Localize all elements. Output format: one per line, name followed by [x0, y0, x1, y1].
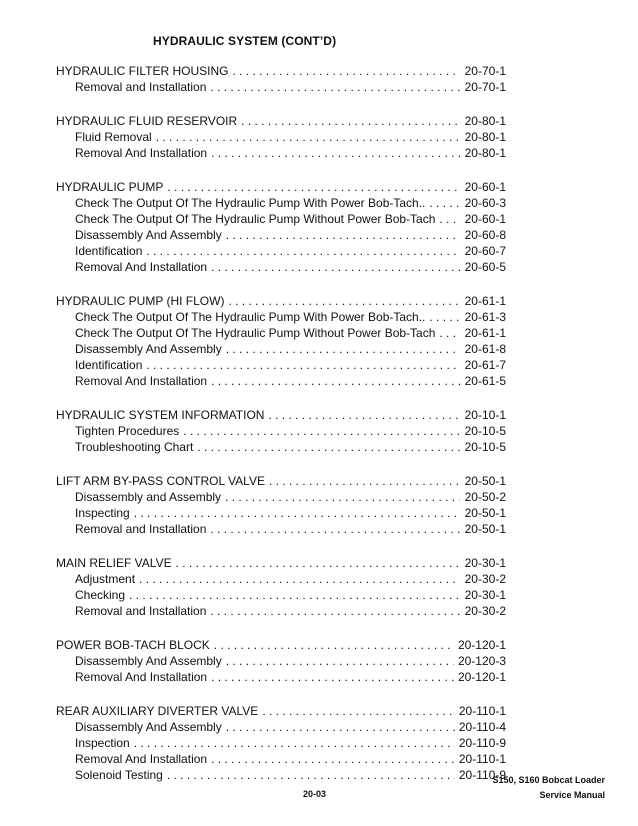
toc-section-heading-page: 20-70-1 — [464, 64, 506, 78]
toc-section-heading[interactable] — [56, 473, 506, 489]
dot-leader — [269, 473, 460, 489]
dot-leader — [439, 211, 460, 227]
toc-entry[interactable] — [56, 145, 506, 161]
toc-section-heading-label: MAIN RELIEF VALVE — [56, 556, 172, 570]
toc-entry-label: Check The Output Of The Hydraulic Pump Without Power Bob-Tach — [75, 212, 436, 226]
toc-entry[interactable] — [56, 423, 506, 439]
toc-section-heading[interactable] — [56, 113, 506, 129]
toc-entry-label: Removal and Installation — [75, 604, 207, 618]
toc-entry-label: Troubleshooting Chart — [75, 440, 194, 454]
toc-entry-page: 20-30-1 — [464, 588, 506, 602]
toc-entry-page: 20-10-5 — [464, 440, 506, 454]
dot-leader — [241, 113, 460, 129]
toc-entry-page: 20-61-3 — [464, 310, 506, 324]
toc-entry-page: 20-110-9 — [458, 736, 506, 750]
dot-leader — [225, 489, 460, 505]
dot-leader — [210, 603, 460, 619]
toc-entry-page: 20-60-8 — [464, 228, 506, 242]
toc-entry-page: 20-60-3 — [464, 196, 506, 210]
toc-entry-page: 20-61-1 — [464, 326, 506, 340]
toc-section-heading-label: LIFT ARM BY-PASS CONTROL VALVE — [56, 474, 265, 488]
dot-leader — [210, 79, 460, 95]
toc-entry-page: 20-60-5 — [464, 260, 506, 274]
toc-entry-label: Removal And Installation — [75, 670, 208, 684]
toc-entry-label: Identification — [75, 358, 143, 372]
toc-entry-page: 20-61-5 — [464, 374, 506, 388]
toc-entry[interactable] — [56, 571, 506, 587]
toc-entry-label: Inspection — [75, 736, 130, 750]
toc-entry-page: 20-110-9 — [458, 768, 506, 782]
dot-leader — [210, 521, 460, 537]
toc-entry[interactable] — [56, 373, 506, 389]
toc-entry[interactable] — [56, 309, 506, 325]
toc-section-heading-page: 20-10-1 — [464, 408, 506, 422]
dot-leader — [214, 637, 454, 653]
toc-section-heading[interactable] — [56, 637, 506, 653]
toc-entry-page: 20-50-1 — [464, 506, 506, 520]
toc-entry-page: 20-60-7 — [464, 244, 506, 258]
toc-entry[interactable] — [56, 325, 506, 341]
toc-entry[interactable] — [56, 603, 506, 619]
toc-section-heading-label: HYDRAULIC PUMP — [56, 180, 164, 194]
toc-section-heading-label: HYDRAULIC FILTER HOUSING — [56, 64, 229, 78]
toc-entry-label: Disassembly and Assembly — [75, 490, 222, 504]
toc-section-heading-page: 20-61-1 — [464, 294, 506, 308]
toc-entry-label: Check The Output Of The Hydraulic Pump With Power Bob-Tach.. — [75, 310, 426, 324]
toc-entry-label: Removal And Installation — [75, 752, 208, 766]
toc-section — [56, 113, 506, 161]
footer-page-number: 20-03 — [303, 789, 327, 799]
toc-section-heading[interactable] — [56, 555, 506, 571]
toc-entry[interactable] — [56, 211, 506, 227]
toc-entry-label: Check The Output Of The Hydraulic Pump With Power Bob-Tach.. — [75, 196, 426, 210]
dot-leader — [211, 373, 460, 389]
toc-section-heading[interactable] — [56, 179, 506, 195]
dot-leader — [129, 587, 460, 603]
toc-section-heading[interactable] — [56, 407, 506, 423]
toc-entry[interactable] — [56, 489, 506, 505]
dot-leader — [211, 259, 460, 275]
toc-entry-label: Check The Output Of The Hydraulic Pump Without Power Bob-Tach — [75, 326, 436, 340]
toc-entry-label: Disassembly And Assembly — [75, 228, 222, 242]
toc-entry-label: Removal and Installation — [75, 522, 207, 536]
toc-entry-label: Removal And Installation — [75, 146, 208, 160]
dot-leader — [226, 653, 454, 669]
toc-section-heading-page: 20-80-1 — [464, 114, 506, 128]
dot-leader — [167, 767, 455, 783]
toc-entry-page: 20-50-2 — [464, 490, 506, 504]
dot-leader — [262, 703, 455, 719]
toc-section — [56, 473, 506, 537]
toc-section — [56, 637, 506, 685]
footer-manual-line2: Service Manual — [539, 790, 605, 800]
toc-entry-page: 20-10-5 — [464, 424, 506, 438]
toc-section-heading[interactable] — [56, 63, 506, 79]
toc-entry-page: 20-120-3 — [457, 654, 506, 668]
toc-entry-label: Inspecting — [75, 506, 130, 520]
dot-leader — [176, 555, 460, 571]
toc-section-heading-page: 20-30-1 — [464, 556, 506, 570]
toc-entry-label: Removal And Installation — [75, 260, 208, 274]
toc-entry[interactable] — [56, 521, 506, 537]
dot-leader — [139, 571, 460, 587]
toc-section-heading-label: POWER BOB-TACH BLOCK — [56, 638, 210, 652]
toc-entry[interactable] — [56, 227, 506, 243]
toc-entry-label: Removal And Installation — [75, 374, 208, 388]
toc-section-heading-page: 20-50-1 — [464, 474, 506, 488]
toc-section-heading-page: 20-110-1 — [458, 704, 506, 718]
dot-leader — [211, 145, 460, 161]
toc-entry[interactable] — [56, 719, 506, 735]
toc-section-heading-label: HYDRAULIC FLUID RESERVOIR — [56, 114, 238, 128]
toc-entry-label: Identification — [75, 244, 143, 258]
toc-entry[interactable] — [56, 767, 506, 783]
dot-leader — [146, 243, 460, 259]
toc-entry-page: 20-120-1 — [457, 670, 506, 684]
toc-entry-label: Checking — [75, 588, 126, 602]
toc-section — [56, 63, 506, 95]
toc-entry-page: 20-70-1 — [464, 80, 506, 94]
toc-entry-label: Disassembly And Assembly — [75, 342, 222, 356]
dot-leader — [226, 719, 455, 735]
dot-leader — [156, 129, 460, 145]
toc-entry[interactable] — [56, 505, 506, 521]
toc-entry[interactable] — [56, 669, 506, 685]
toc-entry[interactable] — [56, 653, 506, 669]
dot-leader — [226, 227, 460, 243]
dot-leader — [228, 293, 460, 309]
toc-entry-label: Removal and Installation — [75, 80, 207, 94]
toc-entry-page: 20-110-1 — [458, 752, 506, 766]
toc-section-heading[interactable] — [56, 703, 506, 719]
toc-entry[interactable] — [56, 751, 506, 767]
toc-section-heading[interactable] — [56, 293, 506, 309]
dot-leader — [134, 505, 460, 521]
toc-entry-page: 20-60-1 — [464, 212, 506, 226]
toc-section — [56, 179, 506, 275]
toc-entry[interactable] — [56, 79, 506, 95]
toc-section-heading-label: REAR AUXILIARY DIVERTER VALVE — [56, 704, 259, 718]
toc-section-heading-page: 20-60-1 — [464, 180, 506, 194]
dot-leader — [183, 423, 460, 439]
toc-entry[interactable] — [56, 357, 506, 373]
toc-entry[interactable] — [56, 259, 506, 275]
toc-section-heading-label: HYDRAULIC PUMP (HI FLOW) — [56, 294, 225, 308]
page-title: HYDRAULIC SYSTEM (CONT’D) — [153, 34, 337, 48]
dot-leader — [211, 669, 454, 685]
dot-leader — [439, 325, 460, 341]
toc-section — [56, 703, 506, 783]
toc-entry-page: 20-80-1 — [464, 146, 506, 160]
toc-entry[interactable] — [56, 735, 506, 751]
table-of-contents — [56, 63, 506, 801]
toc-entry-page: 20-30-2 — [464, 572, 506, 586]
toc-entry-page: 20-50-1 — [464, 522, 506, 536]
toc-entry[interactable] — [56, 439, 506, 455]
toc-entry-label: Adjustment — [75, 572, 136, 586]
toc-section — [56, 407, 506, 455]
toc-entry-label: Fluid Removal — [75, 130, 152, 144]
dot-leader — [146, 357, 460, 373]
toc-entry[interactable] — [56, 195, 506, 211]
toc-entry[interactable] — [56, 341, 506, 357]
toc-entry-page: 20-110-4 — [458, 720, 506, 734]
toc-entry-label: Disassembly And Assembly — [75, 654, 222, 668]
footer-manual-title — [492, 773, 605, 803]
dot-leader — [134, 735, 455, 751]
toc-section-heading-page: 20-120-1 — [457, 638, 506, 652]
toc-entry-label: Disassembly And Assembly — [75, 720, 222, 734]
dot-leader — [429, 309, 460, 325]
toc-entry-page: 20-61-8 — [464, 342, 506, 356]
toc-section — [56, 555, 506, 619]
dot-leader — [226, 341, 460, 357]
dot-leader — [232, 63, 460, 79]
dot-leader — [429, 195, 460, 211]
footer-manual-line1: S150, S160 Bobcat Loader — [492, 775, 605, 785]
toc-entry[interactable] — [56, 243, 506, 259]
dot-leader — [268, 407, 460, 423]
toc-entry-label: Tighten Procedures — [75, 424, 180, 438]
toc-entry[interactable] — [56, 587, 506, 603]
dot-leader — [211, 751, 455, 767]
toc-section-heading-label: HYDRAULIC SYSTEM INFORMATION — [56, 408, 265, 422]
toc-section — [56, 293, 506, 389]
toc-entry-label: Solenoid Testing — [75, 768, 163, 782]
dot-leader — [197, 439, 460, 455]
toc-entry-page: 20-30-2 — [464, 604, 506, 618]
toc-entry-page: 20-80-1 — [464, 130, 506, 144]
toc-entry-page: 20-61-7 — [464, 358, 506, 372]
toc-entry[interactable] — [56, 129, 506, 145]
dot-leader — [167, 179, 460, 195]
